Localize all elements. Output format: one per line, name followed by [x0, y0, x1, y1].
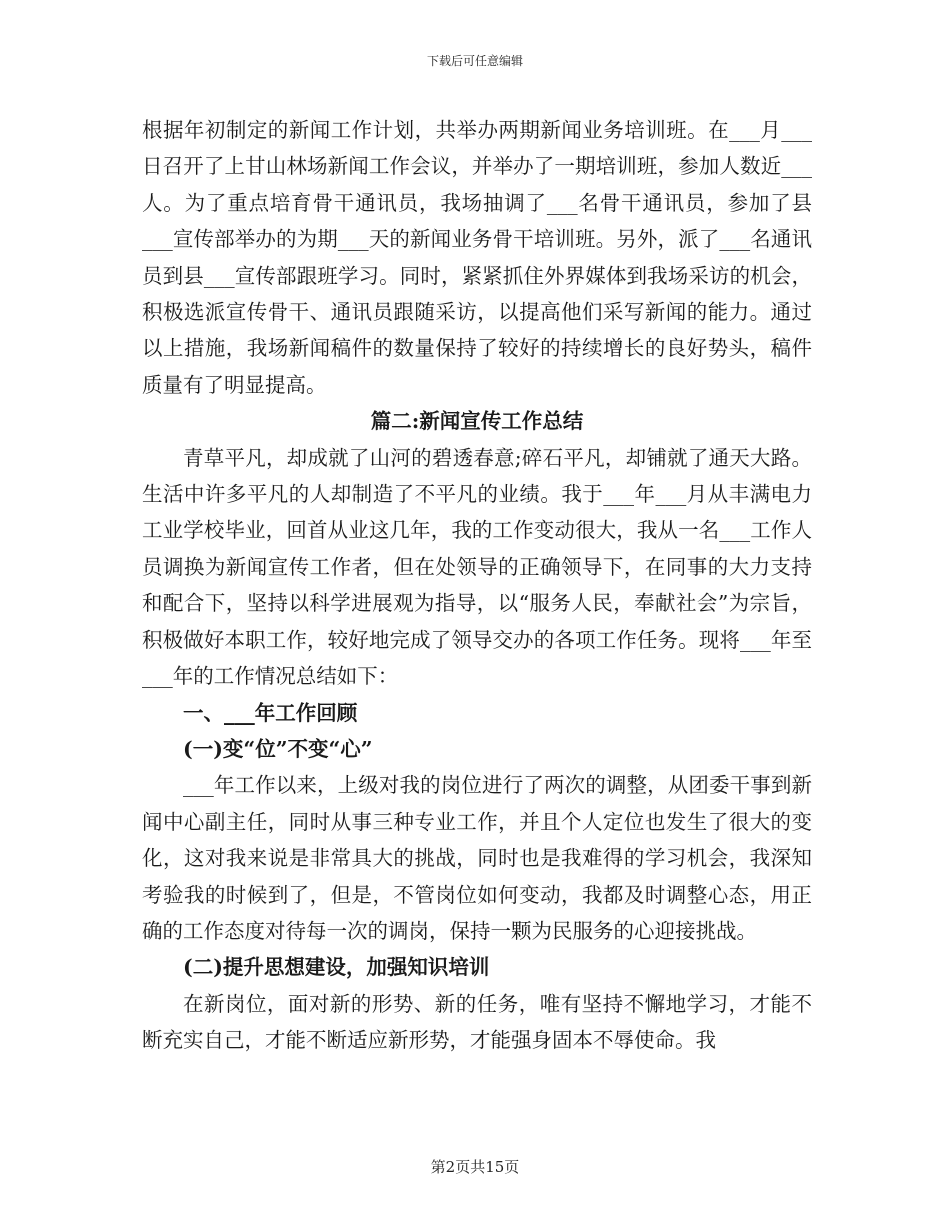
paragraph-position-change: ___年工作以来，上级对我的岗位进行了两次的调整，从团委干事到新闻中心副主任，同时从事三种专业工作，并且个人定位也发生了很大的变化，这对我来说是非常具大的挑战，同时也是我难得的学习机会，我深知考验我的时候到了，但是，不管岗位如何变动，我都及时调整心态，用正确的工作态度对待每一次的调岗，保持一颗为民服务的心迎接挑战。	[142, 773, 812, 943]
document-body	[142, 112, 812, 1059]
paragraph-training: 根据年初制定的新闻工作计划，共举办两期新闻业务培训班。在___月___日召开了上甘山林场新闻工作会议，并举办了一期培训班，参加人数近___人。为了重点培育骨干通讯员，我场抽调了___名骨干通讯员，参加了县___宣传部举办的为期___天的新闻业务骨干培训班。另外，派了___名通讯员到县___宣传部跟班学习。同时，紧紧抓住外界媒体到我场采访的机会，积极选派宣传骨干、通讯员跟随采访，以提高他们采写新闻的能力。通过以上措施，我场新闻稿件的数量保持了较好的持续增长的良好势头，稿件质量有了明显提高。	[142, 118, 812, 397]
paragraph-training-2: 在新岗位，面对新的形势、新的任务，唯有坚持不懈地学习，才能不断充实自己，才能不断适应新形势，才能强身固本不辱使命。我	[142, 991, 812, 1053]
paragraph-intro: 青草平凡，却成就了山河的碧透春意;碎石平凡，却铺就了通天大路。生活中许多平凡的人却制造了不平凡的业绩。我于___年___月从丰满电力工业学校毕业，回首从业这几年，我的工作变动很大，我从一名___工作人员调换为新闻宣传工作者，但在处领导的正确领导下，在同事的大力支持和配合下，坚持以科学进展观为指导，以“服务人民，奉献社会”为宗旨，积极做好本职工作，较好地完成了领导交办的各项工作任务。现将___年至___年的工作情况总结如下：	[142, 445, 812, 689]
heading-position-change: (一)变“位”不变“心”	[183, 736, 373, 761]
page-header: 下载后可任意编辑	[426, 54, 523, 68]
page-number: 第2页共15页	[430, 1158, 520, 1176]
heading-work-review: 一、___年工作回顾	[183, 700, 358, 725]
heading-training: (二)提升思想建设，加强知识培训	[183, 955, 490, 980]
section-title: 篇二:新闻宣传工作总结	[370, 409, 584, 434]
